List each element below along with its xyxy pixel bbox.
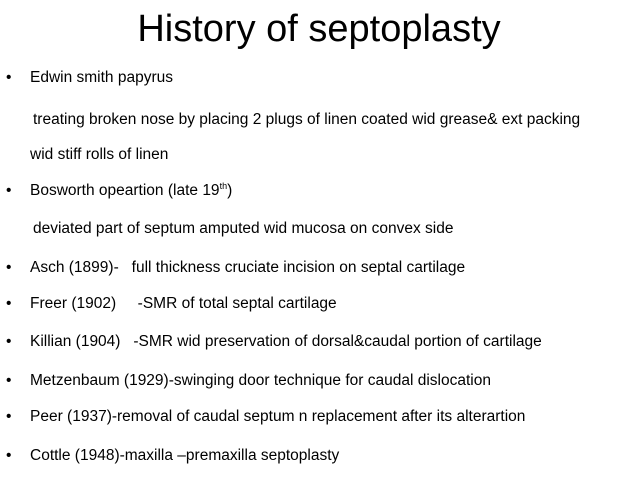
bullet-icon: • bbox=[6, 259, 12, 276]
bullet-icon: • bbox=[6, 372, 12, 389]
bullet-icon: • bbox=[6, 333, 12, 350]
slide-title: History of septoplasty bbox=[137, 8, 501, 50]
sub-item-edwin-smith-detail: treating broken nose by placing 2 plugs of linen coated wid grease& ext packing bbox=[33, 111, 581, 128]
list-item-asch: Asch (1899)- full thickness cruciate incision on septal cartilage bbox=[30, 259, 466, 276]
bullet-icon: • bbox=[6, 182, 12, 199]
list-item-killian: Killian (1904) -SMR wid preservation of dorsal&caudal portion of cartilage bbox=[30, 333, 542, 350]
list-item-metzenbaum: Metzenbaum (1929)-swinging door technique for caudal dislocation bbox=[30, 372, 491, 389]
list-item-edwin-smith: Edwin smith papyrus bbox=[30, 69, 174, 86]
bullet-icon: • bbox=[6, 447, 12, 464]
bosworth-tail: ) bbox=[227, 182, 233, 199]
bosworth-superscript: th bbox=[219, 181, 228, 191]
bullet-icon: • bbox=[6, 408, 12, 425]
list-item-cottle: Cottle (1948)-maxilla –premaxilla septoplasty bbox=[30, 447, 340, 464]
sub-item-bosworth-detail: deviated part of septum amputed wid mucosa on convex side bbox=[33, 220, 454, 237]
list-item-peer: Peer (1937)-removal of caudal septum n replacement after its alterartion bbox=[30, 408, 526, 425]
list-item-freer: Freer (1902) -SMR of total septal cartilage bbox=[30, 295, 337, 312]
sub-item-edwin-smith-detail-cont: wid stiff rolls of linen bbox=[30, 146, 169, 163]
list-item-bosworth bbox=[30, 181, 232, 201]
bullet-icon: • bbox=[6, 295, 12, 312]
bullet-icon: • bbox=[6, 69, 12, 86]
bosworth-text: Bosworth opeartion (late 19 bbox=[30, 182, 220, 199]
